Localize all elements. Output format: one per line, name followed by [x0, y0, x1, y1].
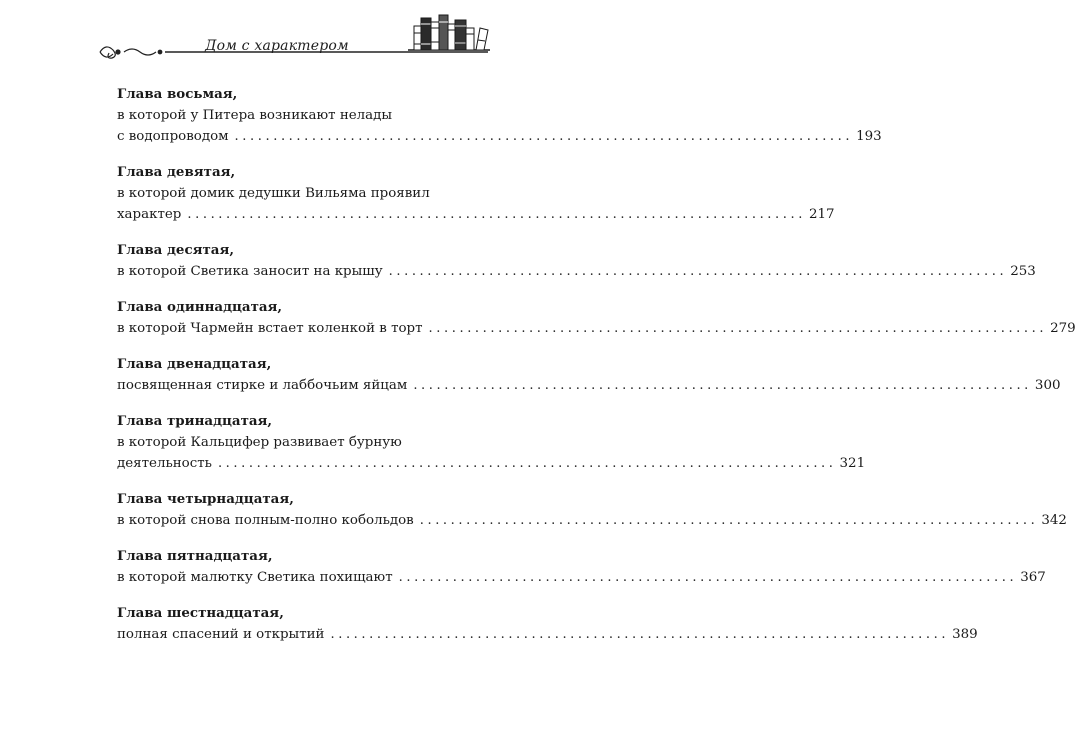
books-illustration-icon	[408, 15, 490, 50]
dot-leader: ................................................................................	[398, 570, 1018, 585]
dot-leader: ................................................................................	[419, 513, 1039, 528]
chapter-subtitle-line: в которой у Питера возникают нелады	[117, 108, 393, 123]
chapter-subtitle-line: в которой домик дедушки Вильяма проявил	[117, 186, 430, 201]
page-number: 389	[952, 627, 978, 642]
chapter-subtitle-last-line	[117, 567, 1046, 588]
dot-leader: ................................................................................	[330, 627, 950, 642]
toc-entry	[117, 84, 882, 147]
dot-leader: ................................................................................	[428, 321, 1048, 336]
chapter-subtitle-text: в которой снова полным-полно кобольдов	[117, 513, 414, 528]
chapter-subtitle-text: полная спасений и открытий	[117, 627, 325, 642]
chapter-subtitle-last-line	[117, 126, 882, 147]
page-number: 253	[1010, 264, 1036, 279]
chapter-subtitle-text: с водопроводом	[117, 129, 229, 144]
page-header	[0, 0, 600, 70]
page-number: 321	[839, 456, 866, 471]
dot-leader: ................................................................................	[217, 456, 837, 471]
dot-leader: ................................................................................	[388, 264, 1008, 279]
chapter-title: Глава восьмая,	[117, 86, 238, 102]
chapter-title: Глава пятнадцатая,	[117, 548, 273, 564]
chapter-subtitle-last-line	[117, 318, 1076, 339]
chapter-subtitle-last-line	[117, 510, 1067, 531]
chapter-subtitle-last-line	[117, 453, 866, 474]
chapter-title: Глава одиннадцатая,	[117, 299, 283, 315]
chapter-subtitle-text: посвященная стирке и лаббочьим яйцам	[117, 378, 408, 393]
chapter-subtitle-last-line	[117, 375, 1061, 396]
chapter-title: Глава девятая,	[117, 164, 236, 180]
page-number: 367	[1020, 570, 1046, 585]
chapter-subtitle-text: деятельность	[117, 456, 212, 471]
chapter-subtitle-text: в которой малютку Светика похищают	[117, 570, 393, 585]
toc-entry	[117, 603, 978, 645]
toc-entry	[117, 354, 1061, 396]
chapter-title: Глава тринадцатая,	[117, 413, 273, 429]
page-number: 193	[856, 129, 882, 144]
toc-entry	[117, 411, 866, 474]
chapter-title: Глава двенадцатая,	[117, 356, 272, 372]
chapter-subtitle-text: в которой Светика заносит на крышу	[117, 264, 383, 279]
page-number: 342	[1041, 513, 1067, 528]
chapter-title: Глава шестнадцатая,	[117, 605, 284, 621]
chapter-subtitle-line: в которой Кальцифер развивает бурную	[117, 435, 402, 450]
toc-entry	[117, 297, 1076, 339]
dot-leader: ................................................................................	[187, 207, 806, 222]
toc-entry	[117, 489, 1067, 531]
page-number: 300	[1034, 378, 1061, 393]
toc-entry	[117, 240, 1036, 282]
chapter-subtitle-last-line	[117, 624, 978, 645]
table-of-contents	[117, 84, 1076, 660]
page-number: 217	[808, 207, 835, 222]
page-number: 279	[1050, 321, 1076, 336]
chapter-subtitle-text: в которой Чармейн встает коленкой в торт	[117, 321, 423, 336]
running-title: Дом с характером	[205, 38, 349, 54]
dot-leader: ................................................................................	[413, 378, 1032, 393]
header-decoration	[0, 0, 600, 70]
dot-leader: ................................................................................	[234, 129, 854, 144]
chapter-subtitle-last-line	[117, 261, 1036, 282]
chapter-title: Глава десятая,	[117, 242, 235, 258]
toc-entry	[117, 546, 1046, 588]
chapter-title: Глава четырнадцатая,	[117, 491, 294, 507]
chapter-subtitle-last-line	[117, 204, 835, 225]
toc-entry	[117, 162, 835, 225]
chapter-subtitle-text: характер	[117, 207, 182, 222]
